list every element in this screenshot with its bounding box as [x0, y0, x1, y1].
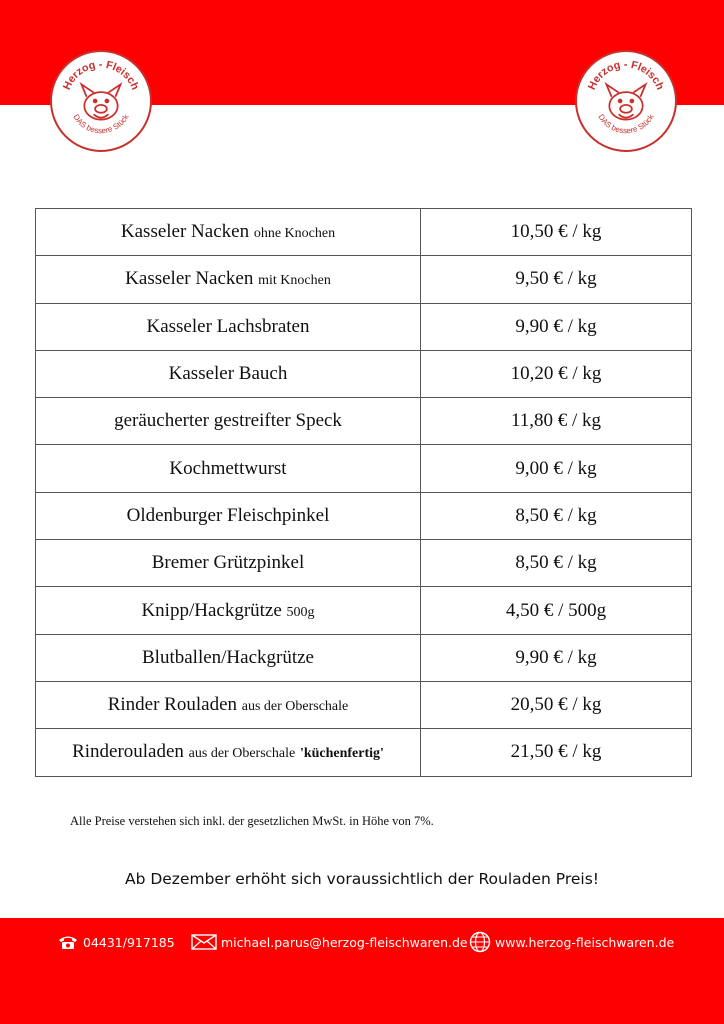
- pig-logo-icon: [52, 52, 150, 150]
- product-name-cell: [36, 729, 421, 776]
- product-detail: ohne Knochen: [253, 226, 336, 242]
- price-cell: 9,90 € / kg: [421, 303, 692, 350]
- product-name-cell: [36, 445, 421, 492]
- table-row: [36, 729, 692, 776]
- product-detail: aus der Oberschale: [241, 699, 349, 715]
- product-name: Kasseler Lachsbraten: [146, 315, 310, 337]
- table-row: [36, 492, 692, 539]
- product-name-cell: [36, 634, 421, 681]
- table-row: [36, 256, 692, 303]
- product-name-cell: [36, 256, 421, 303]
- website-url: www.herzog-fleischwaren.de: [495, 934, 675, 950]
- svg-text:Herzog - Fleisch: Herzog - Fleisch: [60, 58, 142, 92]
- table-row: [36, 303, 692, 350]
- price-cell: 9,50 € / kg: [421, 256, 692, 303]
- product-name: Knipp/Hackgrütze: [141, 599, 282, 621]
- globe-icon: [469, 931, 491, 953]
- product-name: Kasseler Bauch: [168, 363, 288, 385]
- product-name: Rinder Rouladen: [107, 694, 237, 716]
- table-row: [36, 587, 692, 634]
- product-name: Kochmettwurst: [169, 457, 287, 479]
- product-name-cell: [36, 492, 421, 539]
- table-row: [36, 540, 692, 587]
- svg-text:DAS bessere Stück: DAS bessere Stück: [596, 112, 656, 136]
- price-cell: 10,50 € / kg: [421, 209, 692, 256]
- price-cell: 20,50 € / kg: [421, 681, 692, 728]
- product-name: Kasseler Nacken: [125, 268, 254, 290]
- product-name-cell: [36, 540, 421, 587]
- herzog-fleisch-logo: [50, 50, 152, 152]
- product-name: Rinderouladen: [72, 741, 184, 763]
- price-cell: 9,00 € / kg: [421, 445, 692, 492]
- product-name-cell: [36, 681, 421, 728]
- product-name-cell: [36, 350, 421, 397]
- table-row: [36, 350, 692, 397]
- price-cell: 9,90 € / kg: [421, 634, 692, 681]
- product-detail: aus der Oberschale: [188, 746, 296, 762]
- price-cell: 21,50 € / kg: [421, 729, 692, 776]
- product-detail: mit Knochen: [258, 273, 331, 289]
- svg-text:Herzog - Fleisch: Herzog - Fleisch: [585, 58, 667, 92]
- product-detail: 500g: [286, 604, 315, 620]
- product-name-cell: [36, 303, 421, 350]
- product-name-cell: [36, 587, 421, 634]
- table-row: [36, 398, 692, 445]
- vat-note: Alle Preise verstehen sich inkl. der gesetzlichen MwSt. in Höhe von 7%.: [70, 814, 434, 828]
- price-table: [35, 208, 692, 777]
- product-name-cell: [36, 209, 421, 256]
- price-cell: 11,80 € / kg: [421, 398, 692, 445]
- product-name: geräucherter gestreifter Speck: [114, 410, 342, 432]
- product-name: Oldenburger Fleischpinkel: [126, 504, 330, 526]
- svg-text:DAS bessere Stück: DAS bessere Stück: [71, 112, 131, 136]
- envelope-icon: [191, 934, 217, 950]
- footer-website[interactable]: [469, 934, 674, 950]
- product-name-cell: [36, 398, 421, 445]
- price-announcement: Ab Dezember erhöht sich voraussichtlich der Rouladen Preis!: [124, 870, 600, 888]
- pig-logo-icon: [577, 52, 675, 150]
- table-row: [36, 681, 692, 728]
- footer-email[interactable]: [191, 934, 468, 950]
- price-cell: 4,50 € / 500g: [421, 587, 692, 634]
- product-name: Blutballen/Hackgrütze: [142, 646, 314, 668]
- herzog-fleisch-logo: [575, 50, 677, 152]
- price-cell: 10,20 € / kg: [421, 350, 692, 397]
- table-row: [36, 445, 692, 492]
- footer-phone[interactable]: [57, 934, 175, 950]
- phone-number: 04431/917185: [83, 934, 175, 950]
- price-cell: 8,50 € / kg: [421, 540, 692, 587]
- product-name: Bremer Grützpinkel: [151, 552, 305, 574]
- table-row: [36, 209, 692, 256]
- email-address: michael.parus@herzog-fleischwaren.de: [221, 934, 468, 950]
- product-name: Kasseler Nacken: [120, 221, 250, 243]
- table-row: [36, 634, 692, 681]
- price-cell: 8,50 € / kg: [421, 492, 692, 539]
- telephone-icon: [57, 934, 79, 950]
- product-tag: 'küchenfertig': [299, 746, 384, 762]
